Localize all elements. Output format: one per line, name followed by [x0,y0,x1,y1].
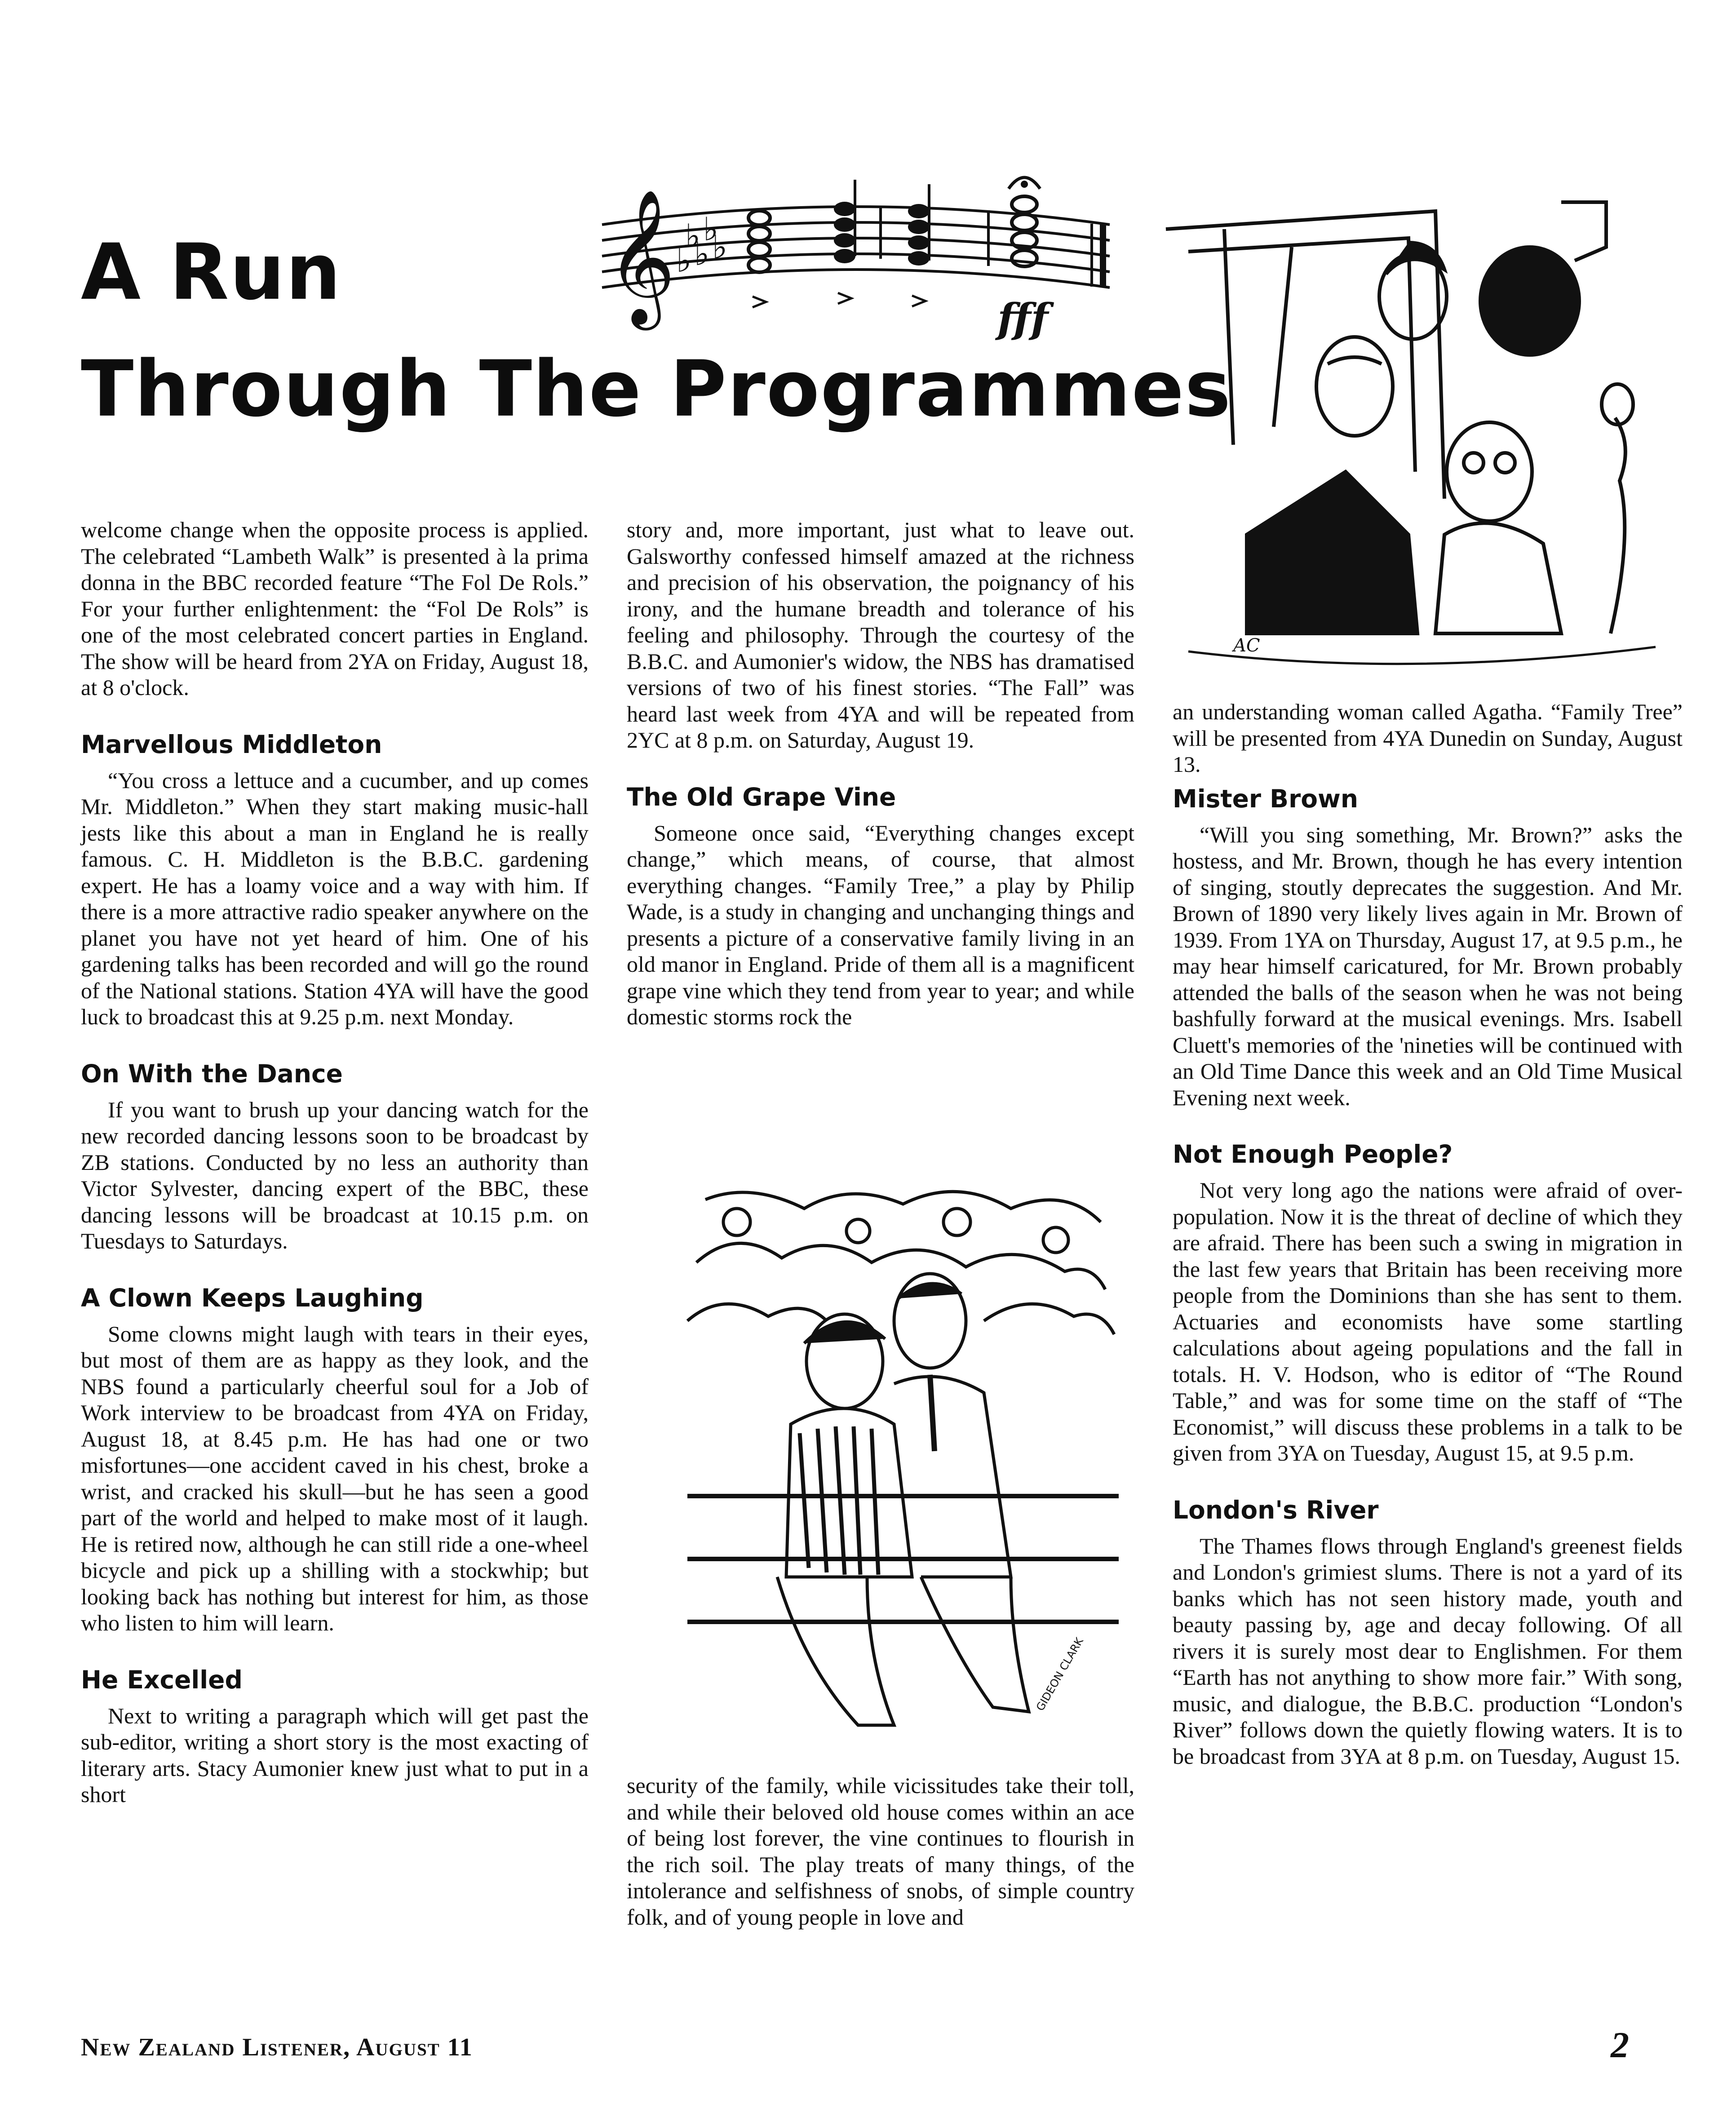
article-the-old-grape-vine: Someone once said, “Everything changes except change,” which means, of course, that almost everything changes. “Family Tree,” a play by Philip Wade, is a study in changing and unchanging things and presents a picture of a conservative family living in an old manor in England. Pride of them all is a magnificent grape vine which they tend from year to year; and while domestic storms rock the [627,820,1134,1029]
article-mister-brown: “Will you sing something, Mr. Brown?” asks the hostess, and Mr. Brown, though he has every intention of singing, stoutly deprecates the suggestion. And Mr. Brown of 1890 very likely lives again in Mr. Brown of 1939. From 1YA on Thursday, August 17, at 9.5 p.m., he may hear himself caricatured, for Mr. Brown probably attended the balls of the season when he was not being bashfully forward at the musical evenings. Mrs. Isabell Cluett's memories of the 'nineties will be continued with an Old Time Dance this week and an Old Time Musical Evening next week. [1173,822,1683,1110]
heading-marvellous-middleton: Marvellous Middleton [81,730,382,759]
svg-text:♭: ♭ [712,228,727,266]
illustrator-initials: AC [1233,635,1260,656]
article-the-old-grape-vine-continued: security of the family, while vicissitudes take their toll, and while their beloved old house comes within an ace of being lost forever, the vine continues to flourish in the rich soil. The play treats of many things, of the intolerance and selfishness of snobs, of simple country folk, and of young people in love and [627,1773,1134,1930]
heading-on-with-the-dance: On With the Dance [81,1059,343,1088]
article-family-tree-continued: an understanding woman called Agatha. “Family Tree” will be presented from 4YA Dunedin on Sunday, August 13. [1173,699,1683,777]
svg-text:♭: ♭ [676,242,691,279]
article-not-enough-people: Not very long ago the nations were afraid of over-population. Now it is the threat of decline of which they are afraid. There has been such a swing in migration in the last few years that Britain has been receiving more people from the Dominions than she has sent to them. Actuaries and economists have some startling calculations about ageing populations and the fall in totals. H. V. Hodson, who is editor of “The Round Table,” and was for some time on the staff of “The Economist,” will discuss these problems in a talk to be given from 3YA on Tuesday, August 15, at 9.5 p.m. [1173,1178,1683,1466]
column-2 [627,517,1134,1030]
page-title-line-1: A Run [81,227,342,317]
svg-text:𝄞: 𝄞 [607,189,676,324]
article-a-clown-keeps-laughing: Some clowns might laugh with tears in their eyes, but most of them are as happy as they look, and the NBS found a particularly cheerful soul for a Job of Work interview to be broadcast from 4YA on Friday, August 18, at 8.45 p.m. He has had one or two misfortunes—one accident caved in his chest, broke a wrist, and cracked his skull—but he has seen a good part of the world and helped to make most of it laugh. He is retired now, although he can still ride a one-wheel bicycle and pick up a shilling with a stockwhip; but looking back has nothing but interest for him, as those who listen to him will learn. [81,1321,589,1635]
article-he-excelled: Next to writing a paragraph which will get past the sub-editor, writing a short story is the most exacting of literary arts. Stacy Aumonier knew just what to put in a short [81,1703,589,1807]
article-he-excelled-continued: story and, more important, just what to leave out. Galsworthy confessed himself amazed at the richness and precision of his observation, the poignancy of his irony, and the humane breadth and tolerance of his feeling and philosophy. Through the courtesy of the B.B.C. and Aumonier's widow, the NBS has dramatised versions of two of his finest stories. “The Fall” was heard last week from 4YA and will be repeated from 2YC at 8 p.m. on Saturday, August 19. [627,517,1134,753]
illustrator-signature: GIDEON CLARK [1033,1635,1086,1713]
cartoon-party-guests-illustration [1157,193,1665,678]
footer-publication-line: New Zealand Listener, August 11 [81,2033,473,2061]
svg-text:♭: ♭ [694,235,709,273]
heading-a-clown-keeps-laughing: A Clown Keeps Laughing [81,1283,424,1312]
music-staff-illustration [593,162,1119,350]
svg-text:♭: ♭ [685,217,700,255]
heading-not-enough-people: Not Enough People? [1173,1140,1453,1169]
column-2-lower [627,1772,1134,1930]
heading-londons-river: London's River [1173,1495,1379,1524]
page-title-line-2: Through The Programmes [81,344,1232,434]
intro-paragraph: welcome change when the opposite process is applied. The celebrated “Lambeth Walk” is presented à la prima donna in the BBC recorded feature “The Fol De Rols.” For your further enlightenment: the “Fol De Rols” is one of the most celebrated concert parties in England. The show will be heard from 2YA on Friday, August 18, at 8 o'clock. [81,517,589,700]
heading-he-excelled: He Excelled [81,1665,243,1694]
article-londons-river: The Thames flows through England's greenest fields and London's grimiest slums. There is not a yard of its banks which has not seen history made, youth and beauty passing by, age and decay following. Of all rivers it is surely most dear to Englishmen. For them “Earth has not anything to show more fair.” With song, music, and dialogue, the B.B.C. production “London's River” follows down the quietly flowing waters. It is to be broadcast from 3YA at 8 p.m. on Tuesday, August 15. [1173,1533,1683,1769]
article-on-with-the-dance: If you want to brush up your dancing watch for the new recorded dancing lessons soon to be broadcast by ZB stations. Conducted by no less an authority than Victor Sylvester, dancing expert of the BBC, these dancing lessons will be broadcast at 10.15 p.m. on Tuesdays to Saturdays. [81,1097,589,1253]
column-1 [81,517,589,1808]
heading-mister-brown: Mister Brown [1173,784,1358,813]
music-dynamic-marking: fff [997,295,1049,342]
page-number: 2 [1611,2024,1629,2065]
svg-text:♭: ♭ [703,210,718,248]
column-3 [1173,699,1683,1769]
couple-under-grape-vine-illustration [669,1173,1128,1757]
heading-the-old-grape-vine: The Old Grape Vine [627,782,896,811]
article-marvellous-middleton: “You cross a lettuce and a cucumber, and up comes Mr. Middleton.” When they start making music-hall jests like this about a man in England he is really famous. C. H. Middleton is the B.B.C. gardening expert. He has a loamy voice and a way with him. If there is a more attractive radio speaker anywhere on the planet you have not yet heard of him. One of his gardening talks has been recorded and will go the round of the National stations. Station 4YA will have the good luck to broadcast this at 9.25 p.m. next Monday. [81,767,589,1029]
